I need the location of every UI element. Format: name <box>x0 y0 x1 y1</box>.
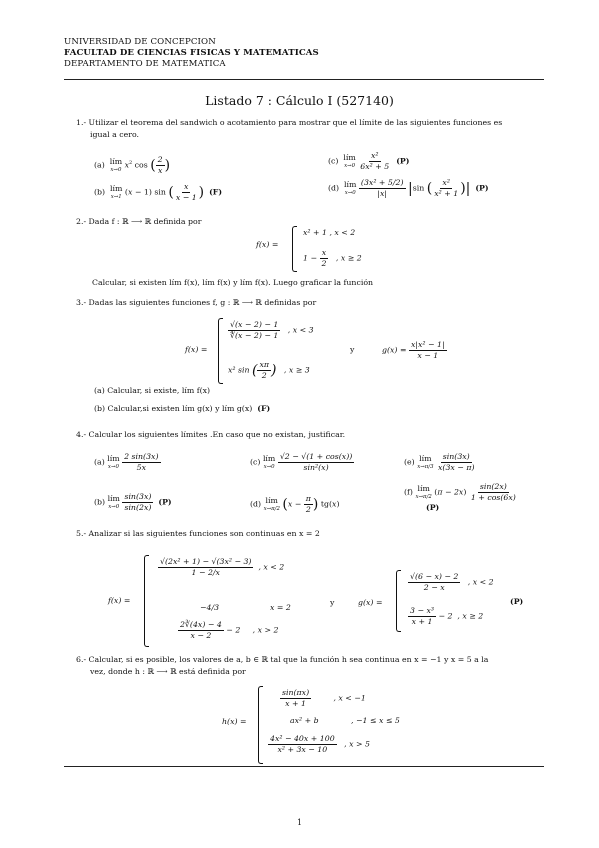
item-label: (d) <box>328 183 340 193</box>
problem-6-text-cont: vez, donde h : ℝ ⟶ ℝ está definida por <box>90 667 246 676</box>
page-number: 1 <box>296 818 303 827</box>
brace <box>218 318 223 384</box>
brace <box>292 226 297 272</box>
h-definition-label: h(x) = <box>222 717 247 726</box>
problem-4b: (b) lím x→0 $\frac{\sin(3x)}{\sin(2x)}$ (P) <box>94 492 172 512</box>
p6-case-3: $\frac{\text{4x² − 40x + 100}}{\text{x² + 3x − 10}}$ , x > 5 <box>270 734 370 754</box>
problem-6-text: 6.- Calcular, si es posible, los valores de a, b ∈ ℝ tal que la función h sea continua en x = −1 y x = 5 a la <box>76 655 489 664</box>
p5-g-case-1: $\frac{√(6 - x) - 2}{2 - x}$ , x < 2 <box>410 572 494 592</box>
p6-case-1: $\frac{\sin(\pi x)}{x + 1}$ , x < −1 <box>282 688 366 708</box>
f-definition-label: f(x) = <box>256 240 279 249</box>
p-flag: (P) <box>396 156 410 166</box>
page-title: Listado 7 : Cálculo I (527140) <box>205 93 394 108</box>
problem-3b: (b) Calcular,si existen lím g(x) y lím g(x) (F) <box>94 404 271 413</box>
problem-2-text: 2.- Dada f : ℝ ⟶ ℝ definida por <box>76 217 202 226</box>
p5-case-2: −4/3 <box>200 603 220 612</box>
item-label: (c) <box>328 156 339 166</box>
problem-3a: (a) Calcular, si existe, lím f(x) <box>94 386 211 395</box>
problem-4e: (e) lím x→π/3 $\frac{\sin(3x)}{x(3x - \pi)}$ <box>404 452 475 472</box>
p2-case-2: 1 − $\frac{x}{2}$ , x ≥ 2 <box>303 248 362 268</box>
f-flag: (F) <box>209 187 223 197</box>
p5-case-1: $\frac{\text{√(2x² + 1) − √(3x² − 3)}}{1 - 2/x}$ , x < 2 <box>160 557 285 577</box>
top-rule <box>64 79 544 80</box>
brace <box>258 686 263 764</box>
problem-4a: (a) lím x→0 $\frac{2 \sin(3x)}{5x}$ <box>94 452 159 472</box>
p5-g-case-2: $\frac{\text{3 − x³}}{x + 1}$ − 2 , x ≥ 2 <box>410 606 484 626</box>
department-name: DEPARTAMENTO DE MATEMATICA <box>64 59 226 69</box>
bottom-rule <box>64 766 544 767</box>
problem-4c: (c) lím x→0 $\frac{√2 - √(1 + \cos(x))}{\text{sin²(x)}}$ <box>250 452 353 472</box>
item-label: (b) <box>94 187 106 197</box>
brace <box>144 555 149 647</box>
f-definition-label: f(x) = <box>185 345 208 354</box>
p2-case-1: x² + 1 , x < 2 <box>303 228 356 237</box>
p6-case-2-cond: , −1 ≤ x ≤ 5 <box>351 716 400 725</box>
problem-4d: (d) lím x→π/2 (x − $\frac{\pi}{2}$ ) tg(x) <box>250 494 340 514</box>
problem-4f: (f) lím x→π/2 (π − 2x) $\frac{\sin(2x)}{1 + \cos(6x)}$ <box>404 482 516 502</box>
problem-2-calc: Calcular, si existen lím f(x), lím f(x) y lím f(x). Luego graficar la función <box>92 278 374 287</box>
problem-4-text: 4.- Calcular los siguientes límites .En caso que no existan, justificar. <box>76 430 346 439</box>
problem-1c: (c) lím x→0 $\frac{\text{x²}}{\text{6x² + 5}}$ (P) <box>328 151 410 171</box>
item-label: (a) <box>94 160 105 170</box>
conjunction: y <box>350 345 355 354</box>
p3-case-1: $\frac{√(x - 2) - 1}{∜(x - 2) - 1}$ , x < 3 <box>230 320 314 340</box>
problem-1b: (b) lím x→1 (x − 1) sin ( $\frac{x}{x - 1}$ ) (F) <box>94 182 223 202</box>
p6-case-2: ax² + b <box>290 716 319 725</box>
university-name: UNIVERSIDAD DE CONCEPCION <box>64 37 216 47</box>
problem-1-text: 1.- Utilizar el teorema del sandwich o acotamiento para mostrar que el límite de las siguientes funciones es <box>76 118 503 127</box>
problem-3-text: 3.- Dadas las siguientes funciones f, g : ℝ ⟶ ℝ definidas por <box>76 298 317 307</box>
p3-case-2: x² sin ( $\frac{x\pi}{2}$ ) , x ≥ 3 <box>228 360 310 380</box>
f-definition-label: f(x) = <box>108 596 131 605</box>
p5-case-3: $\frac{2∛(4x) - 4}{x - 2}$ − 2 , x > 2 <box>180 620 279 640</box>
p-flag: (P) <box>158 497 172 507</box>
p-flag: (P) <box>510 597 524 606</box>
g-definition-label: g(x) = <box>358 598 383 607</box>
p-flag: (P) <box>426 503 440 512</box>
p-flag: (P) <box>475 183 489 193</box>
faculty-name: FACULTAD DE CIENCIAS FISICAS Y MATEMATICAS <box>64 48 319 58</box>
problem-5-text: 5.- Analizar si las siguientes funciones son continuas en x = 2 <box>76 529 320 538</box>
f-flag: (F) <box>257 404 271 413</box>
g-definition: g(x) = $\frac{\text{x|x² − 1|}}{x - 1}$ <box>382 340 445 360</box>
problem-1d: (d) lím x→0 $\frac{\text{(3x² + 5/2)}}{|x|}$ |sin ( $\frac{\text{x²}}{\text{x² + 1}}$ )| (P) <box>328 178 489 198</box>
problem-1-text-cont: igual a cero. <box>90 130 139 139</box>
brace <box>396 570 401 632</box>
p5-case-2-cond: x = 2 <box>270 603 291 612</box>
problem-1a: (a) lím x→0 $x^2$ cos ( $\frac{2}{x}$ ) <box>94 155 171 175</box>
conjunction: y <box>330 598 335 607</box>
